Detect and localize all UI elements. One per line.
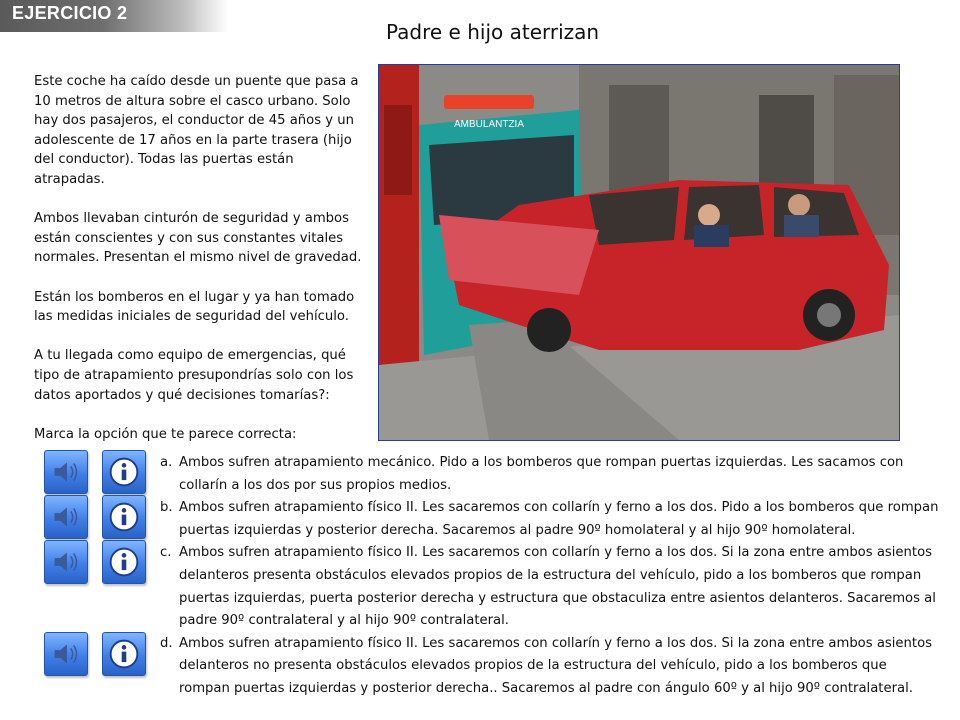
- description-paragraph-4: A tu llegada como equipo de emergencias, qué tipo de atrapamiento presupondrías solo con los datos aportados y qué decisiones tomarías?:: [34, 348, 354, 403]
- description-paragraph-2: Ambos llevaban cinturón de seguridad y ambos están conscientes y con sus constantes vitales normales. Presentan el mismo nivel de gravedad.: [34, 211, 362, 266]
- option-letter: c.: [160, 545, 172, 561]
- speaker-icon: [45, 541, 87, 583]
- speaker-icon: [45, 633, 87, 675]
- option-text: Ambos sufren atrapamiento físico II. Les sacaremos con collarín y ferno a los dos. Si la zona entre ambos asientos delanteros presenta obstáculos elevados propios de la estructura del vehículo, pido a los bomberos que rompan puertas izquierdas, puerta posterior derecha y estructura que obstaculiza entre asientos delanteros. Sacaremos al padre 90º contralateral y al hijo 90º contralateral.: [179, 545, 936, 629]
- info-button-option-a[interactable]: [102, 450, 146, 494]
- crash-scene-image: [378, 64, 900, 441]
- option-c[interactable]: [160, 542, 940, 632]
- info-icon: [103, 496, 145, 538]
- description-paragraph-5: Marca la opción que te parece correcta:: [34, 426, 297, 442]
- info-button-option-b[interactable]: [102, 495, 146, 539]
- option-d[interactable]: [160, 633, 940, 701]
- option-text: Ambos sufren atrapamiento mecánico. Pido a los bomberos que rompan puertas izquierdas. Les sacamos con collarín a los dos por sus propios medios.: [179, 455, 904, 493]
- scenario-description: [34, 72, 364, 464]
- option-letter: d.: [160, 635, 173, 651]
- info-icon: [103, 541, 145, 583]
- audio-button-option-d[interactable]: [44, 632, 88, 676]
- info-icon: [103, 633, 145, 675]
- option-text: Ambos sufren atrapamiento físico II. Les sacaremos con collarín y ferno a los dos. Pido a los bomberos que rompan puertas izquierdas y posterior derecha. Sacaremos al padre 90º homolateral y al hijo 90º homolateral.: [179, 500, 939, 538]
- speaker-icon: [45, 451, 87, 493]
- option-a[interactable]: [160, 452, 940, 497]
- option-letter: b.: [160, 500, 173, 516]
- info-button-option-c[interactable]: [102, 540, 146, 584]
- speaker-icon: [45, 496, 87, 538]
- audio-button-option-c[interactable]: [44, 540, 88, 584]
- option-letter: a.: [160, 455, 173, 470]
- exercise-badge-label: EJERCICIO 2: [12, 3, 128, 23]
- option-b[interactable]: [160, 497, 940, 542]
- audio-button-option-b[interactable]: [44, 495, 88, 539]
- description-paragraph-3: Están los bomberos en el lugar y ya han tomado las medidas iniciales de seguridad del vehículo.: [34, 289, 355, 325]
- answer-options: [160, 452, 940, 701]
- description-paragraph-1: Este coche ha caído desde un puente que pasa a 10 metros de altura sobre el casco urbano. Solo hay dos pasajeros, el conductor de 45 años y un adolescente de 17 años en la parte trasera (hijo del conductor). Todas las puertas están atrapadas.: [34, 74, 359, 187]
- exercise-badge: [0, 0, 228, 32]
- crash-scene-illustration: [379, 65, 899, 440]
- ambulance-text: AMBULANTZIA: [454, 119, 525, 130]
- info-icon: [103, 451, 145, 493]
- audio-button-option-a[interactable]: [44, 450, 88, 494]
- info-button-option-d[interactable]: [102, 632, 146, 676]
- page-title: Padre e hijo aterrizan: [386, 20, 600, 44]
- option-text: Ambos sufren atrapamiento físico II. Les sacaremos con collarín y ferno a los dos. Si la zona entre ambos asientos delanteros no presenta obstáculos elevados propios de la estructura del vehículo, pido a los bomberos que rompan puertas izquierdas y posterior derecha.. Sacaremos al padre con ángulo 60º y al hijo 90º contralateral.: [179, 635, 933, 696]
